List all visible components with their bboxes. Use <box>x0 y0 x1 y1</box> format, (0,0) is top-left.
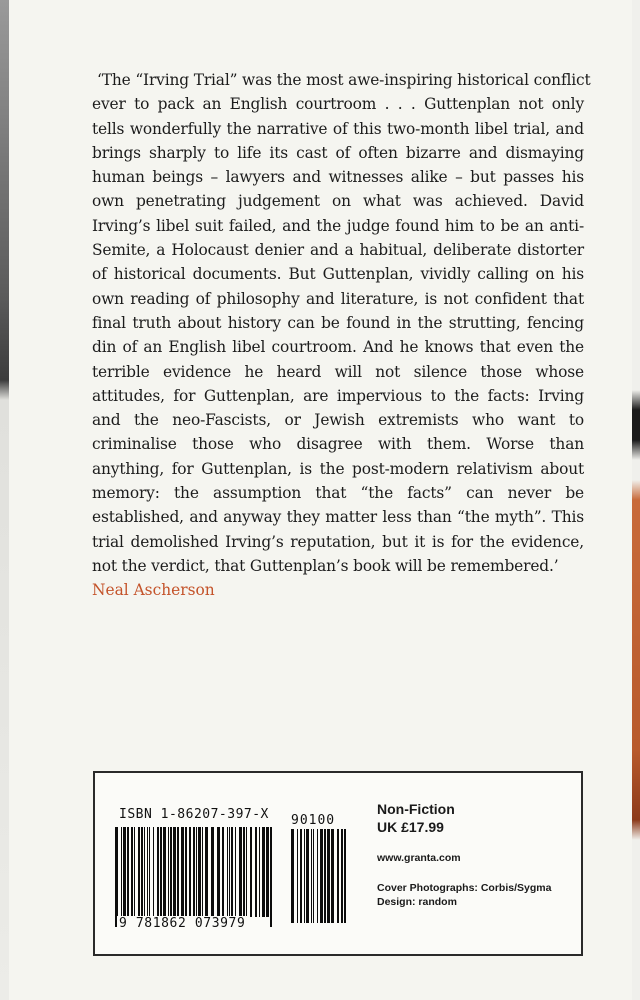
publisher-website: www.granta.com <box>377 852 461 864</box>
quote-line: not the verdict, that Guttenplan’s book will be remembered.’ <box>92 556 559 575</box>
barcode-bar <box>231 827 233 917</box>
barcode-bar <box>229 827 230 917</box>
quote-line: trial demolished Irving’s reputation, but it is for the evidence, <box>92 532 584 551</box>
barcode-bar <box>170 827 172 917</box>
quote-line: memory: the assumption that “the facts” can never be <box>92 484 584 503</box>
barcode-bar <box>141 827 143 917</box>
barcode-bar <box>127 827 129 917</box>
addon-barcode-graphic <box>291 829 349 933</box>
barcode-bar <box>149 827 150 917</box>
barcode-bar <box>235 827 236 917</box>
barcode-bar <box>320 829 323 923</box>
quote-line: attitudes, for Guttenplan, are impervious to the facts: Irving <box>92 386 584 405</box>
barcode-bar <box>185 827 187 917</box>
barcode-bar <box>327 829 330 923</box>
quote-line: human beings – lawyers and witnesses alike – but passes his <box>92 168 584 187</box>
addon-digits: 90100 <box>291 813 336 828</box>
barcode-bar <box>121 827 122 927</box>
quote-line: Irving’s libel suit failed, and the judge found him to be an anti- <box>92 216 584 235</box>
barcode-bar <box>157 827 159 917</box>
barcode-bar <box>134 827 135 917</box>
barcode-bar <box>177 827 179 917</box>
quote-line: established, and anyway they matter less than “the myth”. This <box>92 508 584 527</box>
barcode-bar <box>131 827 133 917</box>
quote-line: and the neo-Fascists, or Jewish extremists who want to <box>92 411 584 430</box>
barcode-bar <box>160 827 162 917</box>
barcode-bar <box>317 829 318 923</box>
barcode-bar <box>259 827 260 917</box>
barcode-bar <box>222 827 224 917</box>
barcode-bar <box>246 827 247 917</box>
barcode-bar <box>115 827 118 927</box>
barcode-bar <box>344 829 346 923</box>
barcode-bar <box>262 827 265 917</box>
review-quote <box>92 68 591 603</box>
barcode-bar <box>331 829 334 923</box>
barcode-bar <box>239 827 242 917</box>
barcode-bar <box>313 829 314 923</box>
ean-barcode-graphic <box>115 827 275 927</box>
barcode-bar <box>255 827 257 917</box>
isbn-label: ISBN 1-86207-397-X <box>119 807 269 822</box>
barcode-bar <box>205 827 208 917</box>
barcode-bar <box>173 827 176 917</box>
barcode-bar <box>227 827 228 917</box>
barcode-bar <box>250 827 252 917</box>
barcode-bar <box>306 829 309 923</box>
barcode-bar <box>163 827 166 917</box>
barcode-bar <box>341 829 343 923</box>
barcode-bar <box>311 829 312 923</box>
barcode-bar <box>243 827 245 917</box>
quote-line: Semite, a Holocaust denier and a habitual, deliberate distorter <box>92 241 584 260</box>
quote-line: terrible evidence he heard will not silence those whose <box>92 362 584 381</box>
barcode-bar <box>181 827 184 917</box>
barcode-bar <box>123 827 126 917</box>
barcode-bar <box>217 827 220 917</box>
barcode-bar <box>297 829 298 923</box>
barcode-bar <box>304 829 305 923</box>
barcode-bar <box>147 827 148 917</box>
quote-line: own penetrating judgement on what was achieved. David <box>92 192 584 211</box>
quote-line: ‘The “Irving Trial” was the most awe-inspiring historical conflict <box>97 71 591 89</box>
quote-line: anything, for Guttenplan, is the post-modern relativism about <box>92 459 584 478</box>
quote-line: own reading of philosophy and literature, is not confident that <box>92 289 584 308</box>
barcode-bar <box>196 827 197 927</box>
quote-line: din of an English libel courtroom. And he knows that even the <box>92 338 584 357</box>
barcode-bar <box>291 829 294 923</box>
barcode-info-box <box>93 771 583 956</box>
barcode-bar <box>337 829 339 923</box>
barcode-bar <box>144 827 145 917</box>
cover-right-edge <box>632 0 640 1000</box>
quote-line: tells wonderfully the narrative of this two-month libel trial, and <box>92 119 584 138</box>
book-category: Non-Fiction <box>377 801 455 817</box>
barcode-bar <box>300 829 302 923</box>
cover-photo-credit: Cover Photographs: Corbis/Sygma <box>377 882 552 894</box>
quote-line: of historical documents. But Guttenplan, vividly calling on his <box>92 265 584 284</box>
barcode-bar <box>153 827 154 917</box>
quote-line: ever to pack an English courtroom . . . Guttenplan not only <box>92 95 584 114</box>
barcode-bar <box>266 827 269 917</box>
quote-line: brings sharply to life its cast of often bizarre and dismaying <box>92 143 584 162</box>
barcode-bar <box>324 829 326 923</box>
cover-spine-edge <box>0 0 9 1000</box>
quote-attribution: Neal Ascherson <box>92 581 215 600</box>
quote-line: criminalise those who disagree with them. Worse than <box>92 435 584 454</box>
ean-digits: 9 781862 073979 <box>119 916 246 931</box>
barcode-bar <box>193 827 195 927</box>
barcode-bar <box>138 827 140 917</box>
book-price: UK £17.99 <box>377 819 444 835</box>
quote-line: final truth about history can be found in the strutting, fencing <box>92 313 584 332</box>
barcode-bar <box>270 827 272 927</box>
barcode-bar <box>189 827 191 917</box>
barcode-bar <box>168 827 169 917</box>
design-credit: Design: random <box>377 896 457 908</box>
barcode-bar <box>202 827 203 917</box>
barcode-bar <box>211 827 214 917</box>
barcode-bar <box>198 827 201 917</box>
